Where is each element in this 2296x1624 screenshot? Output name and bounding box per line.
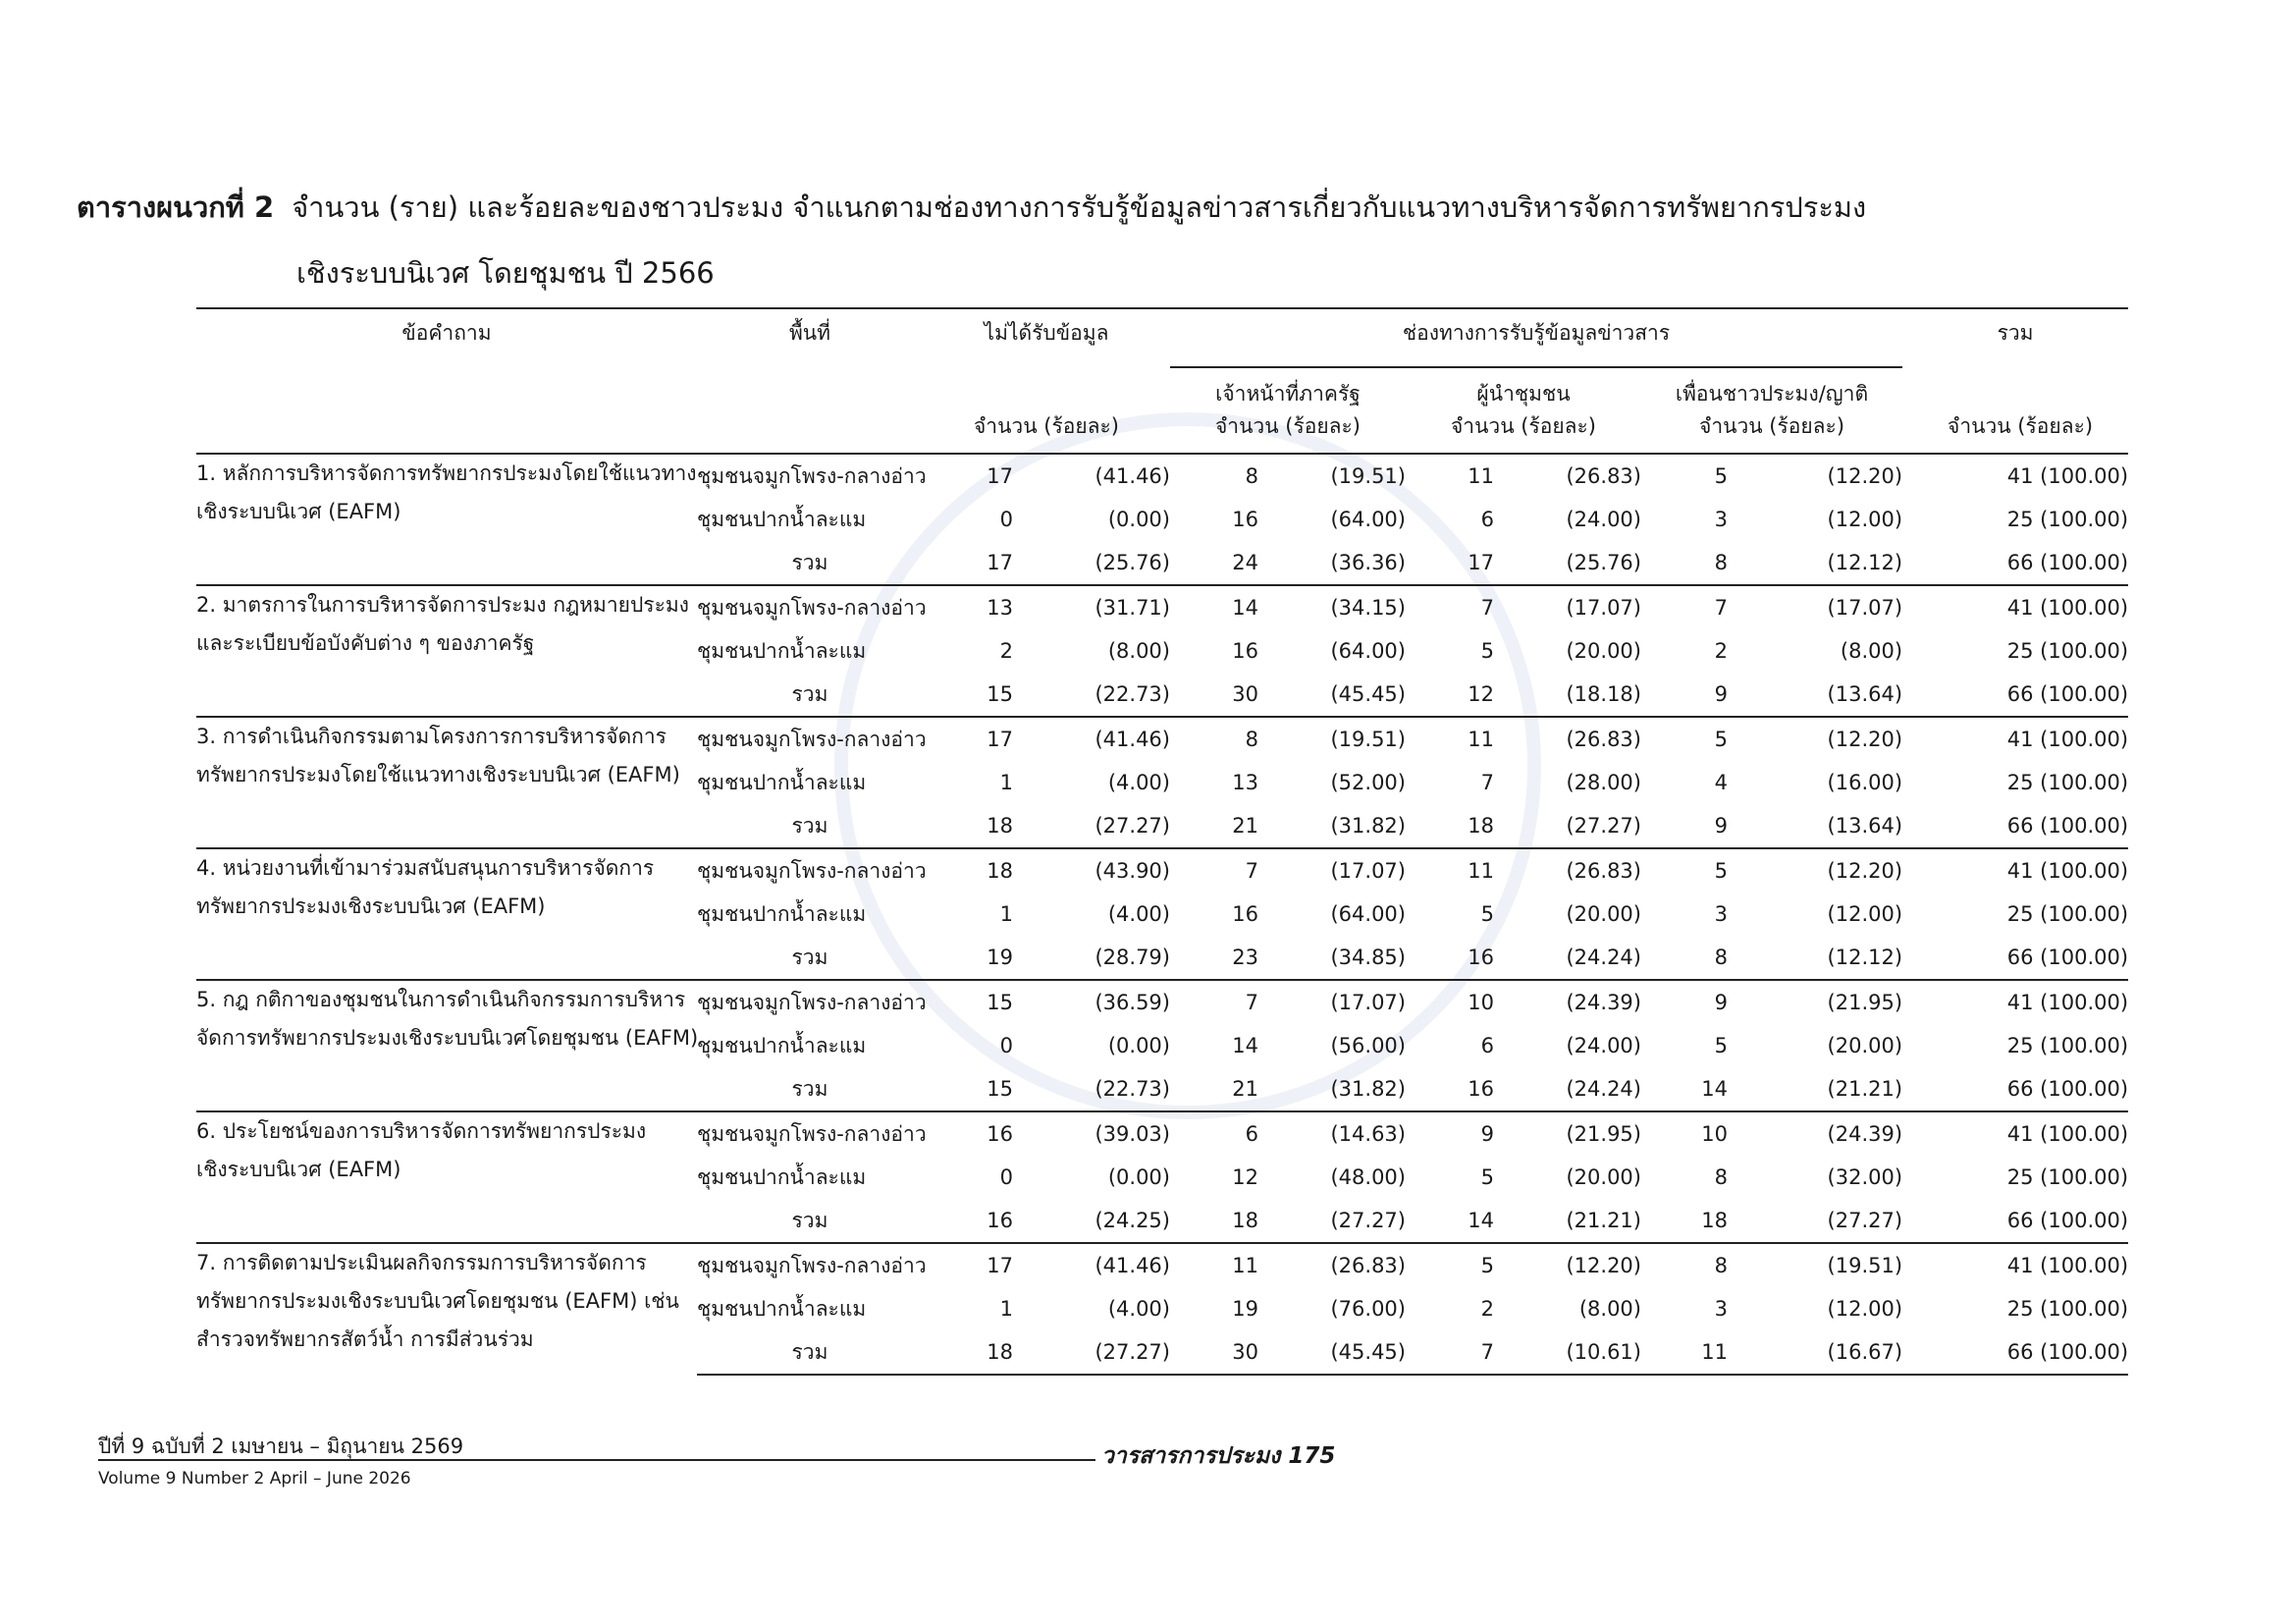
percent-cell: (12.20) bbox=[1728, 848, 1902, 893]
percent-cell: (48.00) bbox=[1330, 1165, 1406, 1189]
count-cell: 19 bbox=[987, 946, 1013, 969]
area-cell: ชุมชนปากน้ำละแม bbox=[697, 507, 867, 531]
count-cell: 9 bbox=[1406, 1111, 1494, 1156]
caption-label: ตารางผนวกที่ 2 bbox=[77, 190, 275, 224]
percent-cell: (24.39) bbox=[1728, 1111, 1902, 1156]
header-total: รวม bbox=[1997, 321, 2034, 345]
count-cell: 14 bbox=[1232, 1034, 1258, 1057]
question-cell bbox=[196, 585, 697, 717]
question-line: 3. การดำเนินกิจกรรมตามโครงการการบริหารจัดการ bbox=[196, 725, 667, 748]
percent-cell: (24.24) bbox=[1566, 1077, 1641, 1101]
percent-cell: (19.51) bbox=[1258, 454, 1406, 498]
table-row bbox=[196, 454, 2128, 498]
percent-cell: (12.00) bbox=[1827, 902, 1903, 926]
count-cell: 8 bbox=[1714, 551, 1728, 574]
table-caption-continued: เชิงระบบนิเวศ โดยชุมชน ปี 2566 bbox=[296, 256, 715, 290]
total-cell: 25 (100.00) bbox=[2006, 639, 2129, 663]
percent-cell: (27.27) bbox=[1095, 814, 1170, 838]
count-cell: 6 bbox=[1480, 1034, 1494, 1057]
count-cell: 17 bbox=[1468, 551, 1494, 574]
header-not-received: ไม่ได้รับข้อมูล bbox=[984, 321, 1109, 345]
count-cell: 12 bbox=[1468, 682, 1494, 706]
total-cell: 66 (100.00) bbox=[2006, 814, 2129, 838]
percent-cell: (24.25) bbox=[1095, 1209, 1170, 1232]
count-cell: 5 bbox=[1641, 454, 1728, 498]
percent-cell: (10.61) bbox=[1494, 1330, 1641, 1375]
count-cell: 30 bbox=[1232, 682, 1258, 706]
count-cell: 14 bbox=[1170, 585, 1258, 629]
header-ch2: ผู้นำชุมชน bbox=[1406, 367, 1641, 410]
count-cell: 7 bbox=[1170, 848, 1258, 893]
percent-cell: (21.21) bbox=[1566, 1209, 1641, 1232]
header-question: ข้อคำถาม bbox=[401, 321, 492, 345]
count-cell: 8 bbox=[1170, 454, 1258, 498]
percent-cell: (12.20) bbox=[1728, 717, 1902, 761]
percent-cell: (32.00) bbox=[1827, 1165, 1903, 1189]
count-cell: 15 bbox=[987, 682, 1013, 706]
count-cell: 16 bbox=[1468, 1077, 1494, 1101]
count-cell: 19 bbox=[1232, 1297, 1258, 1321]
total-cell: 41 (100.00) bbox=[1902, 1243, 2128, 1287]
percent-cell: (18.18) bbox=[1566, 682, 1641, 706]
header-count-pct: จำนวน (ร้อยละ) bbox=[973, 414, 1119, 438]
percent-cell: (76.00) bbox=[1330, 1297, 1406, 1321]
count-cell: 10 bbox=[1406, 980, 1494, 1024]
count-cell: 6 bbox=[1480, 508, 1494, 531]
question-cell bbox=[196, 1111, 697, 1243]
count-cell: 7 bbox=[1406, 585, 1494, 629]
count-cell: 18 bbox=[987, 814, 1013, 838]
percent-cell: (27.27) bbox=[1013, 1330, 1170, 1375]
footer-volume: Volume 9 Number 2 April – June 2026 bbox=[98, 1469, 411, 1489]
percent-cell: (64.00) bbox=[1330, 902, 1406, 926]
count-cell: 9 bbox=[1641, 980, 1728, 1024]
count-cell: 21 bbox=[1232, 814, 1258, 838]
total-cell: 66 (100.00) bbox=[2006, 682, 2129, 706]
area-cell: ชุมชนปากน้ำละแม bbox=[697, 770, 867, 794]
percent-cell: (36.59) bbox=[1013, 980, 1170, 1024]
count-cell: 9 bbox=[1714, 682, 1728, 706]
percent-cell: (20.00) bbox=[1566, 1165, 1641, 1189]
area-cell: ชุมชนจมูกโพรง-กลางอ่าว bbox=[697, 1111, 923, 1156]
percent-cell: (17.07) bbox=[1728, 585, 1902, 629]
count-cell: 17 bbox=[987, 551, 1013, 574]
percent-cell: (20.00) bbox=[1566, 902, 1641, 926]
footer-issue: ปีที่ 9 ฉบับที่ 2 เมษายน – มิถุนายน 2569 bbox=[98, 1435, 464, 1458]
header-count-pct: จำนวน (ร้อยละ) bbox=[1699, 414, 1845, 438]
total-cell: 25 (100.00) bbox=[2006, 771, 2129, 794]
percent-cell: (28.79) bbox=[1095, 946, 1170, 969]
question-line: ทรัพยากรประมงเชิงระบบนิเวศโดยชุมชน (EAFM) เช่น bbox=[196, 1289, 679, 1313]
count-cell: 5 bbox=[1480, 639, 1494, 663]
count-cell: 11 bbox=[1170, 1243, 1258, 1287]
question-line: 6. ประโยชน์ของการบริหารจัดการทรัพยากรประมง bbox=[196, 1119, 647, 1143]
table-row bbox=[196, 1243, 2128, 1287]
total-cell: 66 (100.00) bbox=[2006, 1077, 2129, 1101]
area-cell: รวม bbox=[791, 1208, 828, 1232]
count-cell: 5 bbox=[1641, 717, 1728, 761]
count-cell: 7 bbox=[1170, 980, 1258, 1024]
question-line: ทรัพยากรประมงเชิงระบบนิเวศ (EAFM) bbox=[196, 894, 546, 918]
question-line: 4. หน่วยงานที่เข้ามาร่วมสนับสนุนการบริหารจัดการ bbox=[196, 856, 655, 880]
area-cell: ชุมชนปากน้ำละแม bbox=[697, 1296, 867, 1321]
percent-cell: (26.83) bbox=[1494, 848, 1641, 893]
count-cell: 16 bbox=[987, 1209, 1013, 1232]
area-cell: ชุมชนจมูกโพรง-กลางอ่าว bbox=[697, 1243, 923, 1287]
area-cell: ชุมชนจมูกโพรง-กลางอ่าว bbox=[697, 454, 923, 498]
percent-cell: (19.51) bbox=[1728, 1243, 1902, 1287]
count-cell: 3 bbox=[1714, 902, 1728, 926]
table-row bbox=[196, 1111, 2128, 1156]
header-ch3: เพื่อนชาวประมง/ญาติ bbox=[1641, 367, 1902, 410]
percent-cell: (45.45) bbox=[1258, 1330, 1406, 1375]
count-cell: 2 bbox=[999, 639, 1013, 663]
count-cell: 16 bbox=[1232, 508, 1258, 531]
table-caption bbox=[77, 185, 1866, 230]
count-cell: 9 bbox=[1714, 814, 1728, 838]
area-cell: ชุมชนจมูกโพรง-กลางอ่าว bbox=[697, 980, 923, 1024]
question-cell bbox=[196, 1243, 697, 1375]
header-channels: ช่องทางการรับรู้ข้อมูลข่าวสาร bbox=[1402, 321, 1671, 345]
count-cell: 21 bbox=[1232, 1077, 1258, 1101]
total-cell: 25 (100.00) bbox=[2006, 508, 2129, 531]
question-cell bbox=[196, 717, 697, 848]
footer-rule bbox=[98, 1459, 1095, 1461]
total-cell: 66 (100.00) bbox=[1902, 1330, 2128, 1375]
area-cell: รวม bbox=[791, 1076, 828, 1101]
total-cell: 41 (100.00) bbox=[1902, 717, 2128, 761]
header-area: พื้นที่ bbox=[788, 321, 831, 345]
data-table bbox=[196, 307, 2128, 1376]
percent-cell: (8.00) bbox=[1578, 1297, 1641, 1321]
count-cell: 8 bbox=[1170, 717, 1258, 761]
percent-cell: (64.00) bbox=[1330, 508, 1406, 531]
total-cell: 66 (100.00) bbox=[2006, 946, 2129, 969]
question-line: 1. หลักการบริหารจัดการทรัพยากรประมงโดยใช้แนวทาง bbox=[196, 461, 697, 485]
count-cell: 0 bbox=[999, 1165, 1013, 1189]
percent-cell: (12.20) bbox=[1494, 1243, 1641, 1287]
count-cell: 23 bbox=[1232, 946, 1258, 969]
count-cell: 8 bbox=[1714, 946, 1728, 969]
total-cell: 41 (100.00) bbox=[1902, 585, 2128, 629]
percent-cell: (43.90) bbox=[1013, 848, 1170, 893]
count-cell: 16 bbox=[1232, 902, 1258, 926]
count-cell: 5 bbox=[1480, 902, 1494, 926]
percent-cell: (31.82) bbox=[1330, 1077, 1406, 1101]
count-cell: 7 bbox=[1406, 1330, 1494, 1375]
count-cell: 4 bbox=[1714, 771, 1728, 794]
count-cell: 30 bbox=[1170, 1330, 1258, 1375]
percent-cell: (39.03) bbox=[1013, 1111, 1170, 1156]
percent-cell: (0.00) bbox=[1107, 1165, 1170, 1189]
percent-cell: (12.12) bbox=[1827, 946, 1903, 969]
count-cell: 14 bbox=[1468, 1209, 1494, 1232]
table-row bbox=[196, 717, 2128, 761]
percent-cell: (24.00) bbox=[1566, 1034, 1641, 1057]
count-cell: 17 bbox=[923, 1243, 1013, 1287]
question-line: เชิงระบบนิเวศ (EAFM) bbox=[196, 500, 401, 523]
percent-cell: (56.00) bbox=[1330, 1034, 1406, 1057]
count-cell: 1 bbox=[999, 1297, 1013, 1321]
table-row bbox=[196, 848, 2128, 893]
percent-cell: (41.46) bbox=[1013, 1243, 1170, 1287]
count-cell: 2 bbox=[1714, 639, 1728, 663]
percent-cell: (26.83) bbox=[1494, 454, 1641, 498]
question-line: และระเบียบข้อบังคับต่าง ๆ ของภาครัฐ bbox=[196, 631, 535, 655]
table-row bbox=[196, 980, 2128, 1024]
count-cell: 2 bbox=[1480, 1297, 1494, 1321]
count-cell: 11 bbox=[1406, 454, 1494, 498]
percent-cell: (17.07) bbox=[1258, 848, 1406, 893]
count-cell: 16 bbox=[923, 1111, 1013, 1156]
count-cell: 17 bbox=[923, 717, 1013, 761]
percent-cell: (4.00) bbox=[1107, 771, 1170, 794]
percent-cell: (27.27) bbox=[1330, 1209, 1406, 1232]
percent-cell: (25.76) bbox=[1566, 551, 1641, 574]
area-cell: รวม bbox=[791, 813, 828, 838]
percent-cell: (17.07) bbox=[1258, 980, 1406, 1024]
count-cell: 1 bbox=[999, 902, 1013, 926]
count-cell: 18 bbox=[1468, 814, 1494, 838]
total-cell: 25 (100.00) bbox=[2006, 1034, 2129, 1057]
count-cell: 5 bbox=[1641, 848, 1728, 893]
percent-cell: (26.83) bbox=[1258, 1243, 1406, 1287]
percent-cell: (28.00) bbox=[1566, 771, 1641, 794]
header-count-pct: จำนวน (ร้อยละ) bbox=[1948, 414, 2094, 438]
percent-cell: (34.15) bbox=[1258, 585, 1406, 629]
count-cell: 18 bbox=[1701, 1209, 1728, 1232]
header-ch1: เจ้าหน้าที่ภาครัฐ bbox=[1170, 367, 1406, 410]
total-cell: 41 (100.00) bbox=[1902, 1111, 2128, 1156]
percent-cell: (34.85) bbox=[1330, 946, 1406, 969]
percent-cell: (41.46) bbox=[1013, 454, 1170, 498]
footer-journal-page: วารสารการประมง 175 bbox=[1101, 1443, 1336, 1469]
question-line: ทรัพยากรประมงโดยใช้แนวทางเชิงระบบนิเวศ (EAFM) bbox=[196, 763, 680, 786]
area-cell: รวม bbox=[791, 681, 828, 706]
count-cell: 3 bbox=[1714, 508, 1728, 531]
percent-cell: (24.00) bbox=[1566, 508, 1641, 531]
area-cell: รวม bbox=[697, 1330, 923, 1375]
count-cell: 13 bbox=[923, 585, 1013, 629]
percent-cell: (8.00) bbox=[1107, 639, 1170, 663]
total-cell: 25 (100.00) bbox=[2006, 1297, 2129, 1321]
percent-cell: (21.95) bbox=[1728, 980, 1902, 1024]
percent-cell: (20.00) bbox=[1566, 639, 1641, 663]
percent-cell: (12.12) bbox=[1827, 551, 1903, 574]
count-cell: 8 bbox=[1714, 1165, 1728, 1189]
count-cell: 16 bbox=[1468, 946, 1494, 969]
percent-cell: (0.00) bbox=[1107, 1034, 1170, 1057]
percent-cell: (17.07) bbox=[1494, 585, 1641, 629]
count-cell: 11 bbox=[1406, 717, 1494, 761]
area-cell: ชุมชนปากน้ำละแม bbox=[697, 638, 867, 663]
count-cell: 18 bbox=[923, 848, 1013, 893]
header-count-pct: จำนวน (ร้อยละ) bbox=[1214, 414, 1361, 438]
percent-cell: (12.20) bbox=[1728, 454, 1902, 498]
count-cell: 8 bbox=[1641, 1243, 1728, 1287]
total-cell: 66 (100.00) bbox=[2006, 551, 2129, 574]
percent-cell: (36.36) bbox=[1330, 551, 1406, 574]
percent-cell: (4.00) bbox=[1107, 1297, 1170, 1321]
question-line: 2. มาตรการในการบริหารจัดการประมง กฎหมายประมง bbox=[196, 593, 689, 617]
count-cell: 7 bbox=[1480, 771, 1494, 794]
count-cell: 0 bbox=[999, 1034, 1013, 1057]
area-cell: ชุมชนจมูกโพรง-กลางอ่าว bbox=[697, 717, 923, 761]
percent-cell: (64.00) bbox=[1330, 639, 1406, 663]
percent-cell: (4.00) bbox=[1107, 902, 1170, 926]
count-cell: 16 bbox=[1232, 639, 1258, 663]
count-cell: 13 bbox=[1232, 771, 1258, 794]
percent-cell: (14.63) bbox=[1258, 1111, 1406, 1156]
count-cell: 5 bbox=[1714, 1034, 1728, 1057]
total-cell: 25 (100.00) bbox=[2006, 902, 2129, 926]
table-row bbox=[196, 585, 2128, 629]
percent-cell: (24.39) bbox=[1494, 980, 1641, 1024]
percent-cell: (31.71) bbox=[1013, 585, 1170, 629]
percent-cell: (21.95) bbox=[1494, 1111, 1641, 1156]
count-cell: 7 bbox=[1641, 585, 1728, 629]
percent-cell: (16.67) bbox=[1728, 1330, 1902, 1375]
percent-cell: (8.00) bbox=[1840, 639, 1903, 663]
question-line: 7. การติดตามประเมินผลกิจกรรมการบริหารจัดการ bbox=[196, 1251, 647, 1274]
count-cell: 3 bbox=[1714, 1297, 1728, 1321]
percent-cell: (12.00) bbox=[1827, 508, 1903, 531]
percent-cell: (31.82) bbox=[1330, 814, 1406, 838]
percent-cell: (24.24) bbox=[1566, 946, 1641, 969]
percent-cell: (45.45) bbox=[1330, 682, 1406, 706]
count-cell: 17 bbox=[923, 454, 1013, 498]
question-line: 5. กฎ กติกาของชุมชนในการดำเนินกิจกรรมการบริหาร bbox=[196, 988, 686, 1011]
percent-cell: (41.46) bbox=[1013, 717, 1170, 761]
total-cell: 41 (100.00) bbox=[1902, 454, 2128, 498]
question-line: สำรวจทรัพยากรสัตว์น้ำ การมีส่วนร่วม bbox=[196, 1327, 534, 1351]
area-cell: รวม bbox=[791, 550, 828, 574]
percent-cell: (13.64) bbox=[1827, 814, 1903, 838]
percent-cell: (0.00) bbox=[1107, 508, 1170, 531]
percent-cell: (27.27) bbox=[1566, 814, 1641, 838]
percent-cell: (20.00) bbox=[1827, 1034, 1903, 1057]
percent-cell: (22.73) bbox=[1095, 1077, 1170, 1101]
count-cell: 11 bbox=[1406, 848, 1494, 893]
count-cell: 10 bbox=[1641, 1111, 1728, 1156]
percent-cell: (27.27) bbox=[1827, 1209, 1903, 1232]
percent-cell: (22.73) bbox=[1095, 682, 1170, 706]
header-count-pct: จำนวน (ร้อยละ) bbox=[1450, 414, 1596, 438]
percent-cell: (12.00) bbox=[1827, 1297, 1903, 1321]
count-cell: 6 bbox=[1170, 1111, 1258, 1156]
total-cell: 66 (100.00) bbox=[2006, 1209, 2129, 1232]
percent-cell: (26.83) bbox=[1494, 717, 1641, 761]
count-cell: 15 bbox=[987, 1077, 1013, 1101]
question-line: เชิงระบบนิเวศ (EAFM) bbox=[196, 1158, 401, 1181]
total-cell: 41 (100.00) bbox=[1902, 848, 2128, 893]
percent-cell: (21.21) bbox=[1827, 1077, 1903, 1101]
count-cell: 15 bbox=[923, 980, 1013, 1024]
area-cell: ชุมชนปากน้ำละแม bbox=[697, 1033, 867, 1057]
percent-cell: (19.51) bbox=[1258, 717, 1406, 761]
area-cell: ชุมชนปากน้ำละแม bbox=[697, 1164, 867, 1189]
count-cell: 5 bbox=[1406, 1243, 1494, 1287]
percent-cell: (52.00) bbox=[1330, 771, 1406, 794]
area-cell: รวม bbox=[791, 945, 828, 969]
count-cell: 5 bbox=[1480, 1165, 1494, 1189]
count-cell: 18 bbox=[923, 1330, 1013, 1375]
question-line: จัดการทรัพยากรประมงเชิงระบบนิเวศโดยชุมชน (EAFM) bbox=[196, 1026, 699, 1050]
count-cell: 14 bbox=[1701, 1077, 1728, 1101]
question-cell bbox=[196, 980, 697, 1111]
area-cell: ชุมชนปากน้ำละแม bbox=[697, 901, 867, 926]
area-cell: ชุมชนจมูกโพรง-กลางอ่าว bbox=[697, 848, 923, 893]
total-cell: 41 (100.00) bbox=[1902, 980, 2128, 1024]
count-cell: 18 bbox=[1232, 1209, 1258, 1232]
count-cell: 11 bbox=[1641, 1330, 1728, 1375]
percent-cell: (16.00) bbox=[1827, 771, 1903, 794]
count-cell: 1 bbox=[999, 771, 1013, 794]
total-cell: 25 (100.00) bbox=[2006, 1165, 2129, 1189]
count-cell: 12 bbox=[1232, 1165, 1258, 1189]
percent-cell: (13.64) bbox=[1827, 682, 1903, 706]
question-cell bbox=[196, 848, 697, 980]
question-cell bbox=[196, 454, 697, 585]
area-cell: ชุมชนจมูกโพรง-กลางอ่าว bbox=[697, 585, 923, 629]
count-cell: 0 bbox=[999, 508, 1013, 531]
caption-text: จำนวน (ราย) และร้อยละของชาวประมง จำแนกตามช่องทางการรับรู้ข้อมูลข่าวสารเกี่ยวกับแนวทางบริหารจัดการทรัพยากรประมง bbox=[292, 190, 1867, 224]
percent-cell: (25.76) bbox=[1095, 551, 1170, 574]
count-cell: 24 bbox=[1232, 551, 1258, 574]
